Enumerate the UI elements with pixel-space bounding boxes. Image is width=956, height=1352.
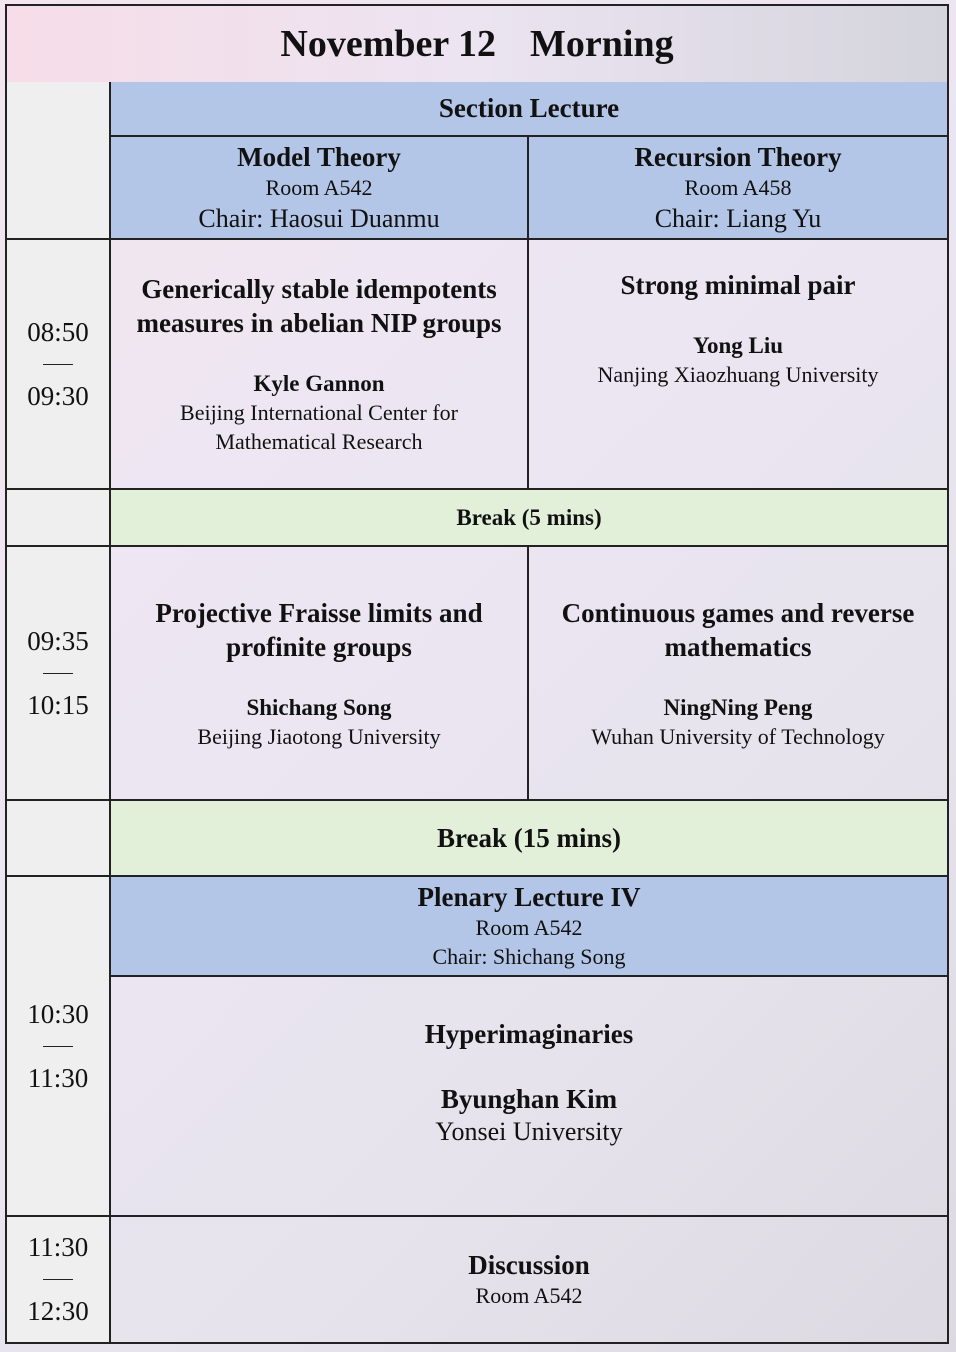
plenary-label: Plenary Lecture IV — [417, 882, 641, 912]
track-model-theory — [111, 137, 529, 238]
time-start: 08:50 — [27, 316, 89, 347]
break-row — [7, 490, 947, 547]
talk-title: Continuous games and reverse mathematics — [561, 597, 915, 662]
plenary-room: Room A542 — [475, 915, 583, 940]
header-session: Morning — [530, 23, 674, 65]
time-start: 10:30 — [27, 998, 89, 1029]
discussion-label: Discussion — [468, 1249, 590, 1280]
plenary-talk — [111, 977, 947, 1215]
break-label: Break (15 mins) — [111, 801, 947, 875]
talk-affiliation: Beijing International Center for Mathematical Research — [180, 400, 458, 454]
plenary-speaker: Byunghan Kim — [440, 1084, 618, 1114]
talk-title: Projective Fraisse limits and profinite groups — [155, 597, 483, 662]
talk-title: Strong minimal pair — [620, 270, 856, 300]
discussion-row — [7, 1217, 947, 1342]
slot-row — [7, 240, 947, 490]
talk-affiliation: Beijing Jiaotong University — [197, 723, 441, 749]
track-name: Recursion Theory — [634, 141, 842, 172]
talk-cell — [111, 547, 529, 799]
time-cell — [7, 1217, 111, 1342]
slot-row — [7, 547, 947, 801]
talk-cell — [529, 547, 947, 799]
track-room: Room A542 — [265, 174, 373, 200]
talk-affiliation: Nanjing Xiaozhuang University — [597, 362, 879, 387]
time-start: 11:30 — [27, 1232, 89, 1262]
break-row — [7, 801, 947, 877]
section-lecture-row — [7, 82, 947, 240]
time-end: 12:30 — [27, 1296, 89, 1326]
break-label: Break (5 mins) — [111, 490, 947, 545]
plenary-row — [7, 877, 947, 1217]
time-cell — [7, 877, 111, 1215]
discussion-cell — [111, 1217, 947, 1342]
talk-affiliation: Wuhan University of Technology — [591, 723, 885, 749]
plenary-header — [111, 877, 947, 977]
time-cell-empty — [7, 82, 111, 238]
talk-speaker: Yong Liu — [692, 333, 784, 358]
talk-speaker: NingNing Peng — [663, 694, 813, 720]
time-start: 09:35 — [27, 625, 89, 656]
talk-speaker: Shichang Song — [246, 694, 392, 720]
track-chair: Chair: Haosui Duanmu — [198, 203, 440, 233]
talk-cell — [529, 240, 947, 488]
plenary-chair: Chair: Shichang Song — [432, 944, 626, 969]
time-cell — [7, 547, 111, 799]
time-end: 10:15 — [27, 689, 89, 720]
section-lecture-label: Section Lecture — [111, 82, 947, 137]
plenary-title: Hyperimaginaries — [424, 1019, 634, 1049]
time-cell — [7, 240, 111, 488]
talk-cell — [111, 240, 529, 488]
talk-title: Generically stable idempotents measures in abelian NIP groups — [136, 274, 502, 338]
time-end: 09:30 — [27, 380, 89, 411]
track-room: Room A458 — [684, 174, 792, 200]
track-name: Model Theory — [237, 141, 401, 172]
talk-speaker: Kyle Gannon — [253, 371, 385, 396]
track-recursion-theory — [529, 137, 947, 238]
time-end: 11:30 — [27, 1062, 89, 1093]
discussion-room: Room A542 — [475, 1282, 583, 1308]
track-chair: Chair: Liang Yu — [654, 203, 822, 233]
time-cell-empty — [7, 490, 111, 545]
schedule-header — [7, 6, 947, 84]
time-cell-empty — [7, 801, 111, 875]
plenary-affiliation: Yonsei University — [435, 1117, 623, 1146]
schedule-table — [5, 4, 949, 1344]
header-date: November 12 — [280, 23, 497, 65]
